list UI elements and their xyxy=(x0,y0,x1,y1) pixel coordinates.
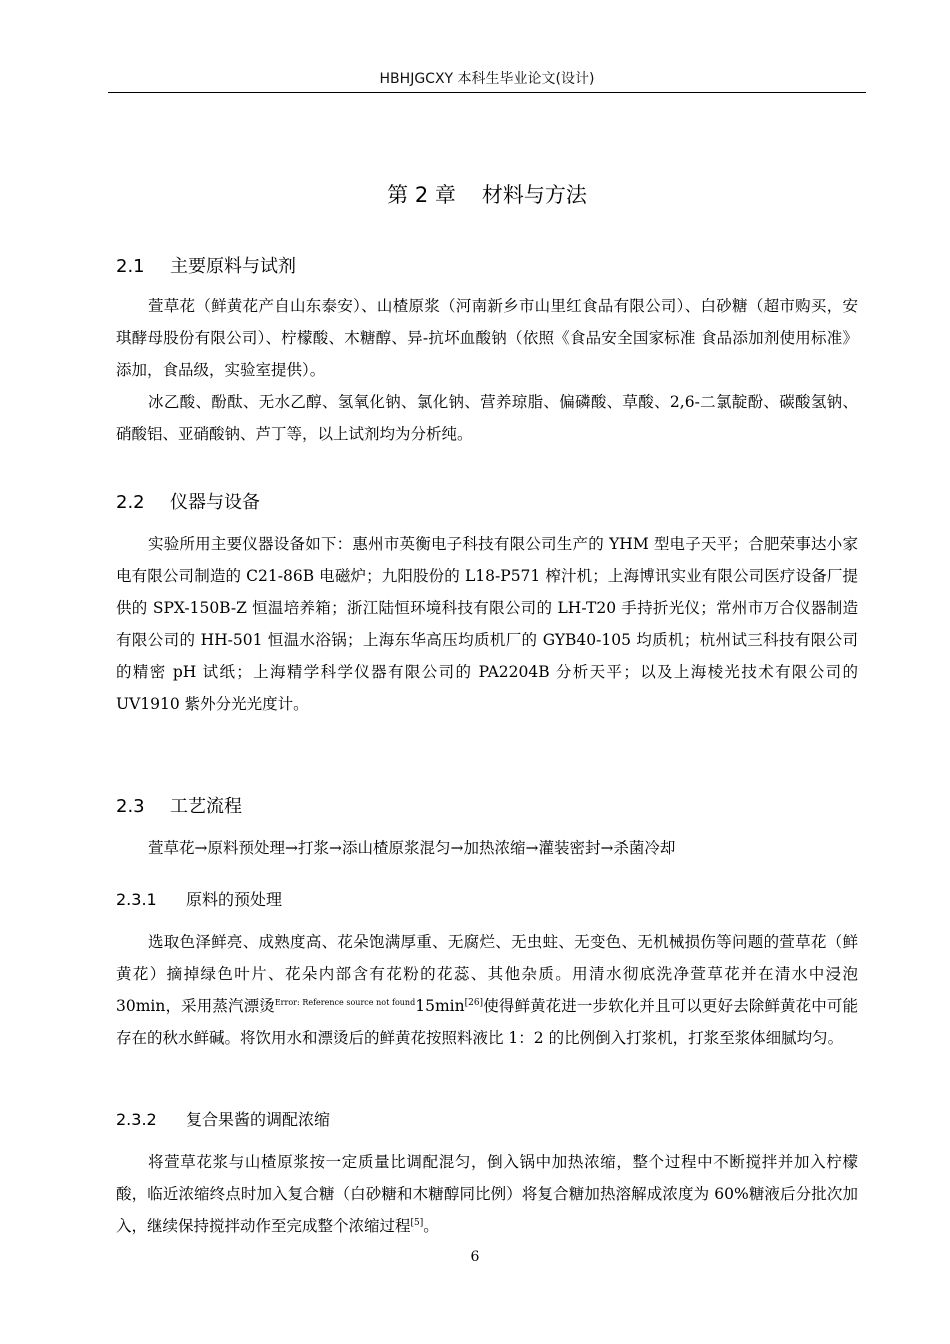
chapter-title xyxy=(108,180,866,210)
pretreatment-text-c: 使得鲜黄花进一步软化并且可以更好去除鲜黄花中可能存在的秋水鲜碱。将饮用水和漂烫后的鲜黄花按照料液比 1：2 的比例倒入打浆机，打浆至浆体细腻均匀。 xyxy=(116,997,858,1047)
section-title: 主要原料与试剂 xyxy=(170,256,296,277)
chapter-name: 材料与方法 xyxy=(481,183,587,207)
section-number: 2.3 xyxy=(116,796,145,817)
pretreatment-text-a: 选取色泽鲜亮、成熟度高、花朵饱满厚重、无腐烂、无虫蛀、无变色、无机械损伤等问题的萱草花（鲜黄花）摘掉绿色叶片、花朵内部含有花粉的花蕊、其他杂质。用清水彻底洗净萱草花并在清水中浸泡 30min，采用蒸汽漂烫 xyxy=(116,933,858,1015)
paragraph-pretreatment xyxy=(116,926,858,1054)
paragraph-blending xyxy=(116,1146,858,1242)
blending-text-a: 将萱草花浆与山楂原浆按一定质量比调配混匀，倒入锅中加热浓缩，整个过程中不断搅拌并加入柠檬酸，临近浓缩终点时加入复合糖（白砂糖和木糖醇同比例）将复合糖加热溶解成浓度为 60%糖液后分批次加入，继续保持搅拌动作至完成整个浓缩过程 xyxy=(116,1153,858,1235)
paragraph-reagents: 冰乙酸、酚酞、无水乙醇、氢氧化钠、氯化钠、营养琼脂、偏磷酸、草酸、2,6-二氯靛酚、碳酸氢钠、硝酸铝、亚硝酸钠、芦丁等，以上试剂均为分析纯。 xyxy=(116,393,858,443)
citation-26: [26] xyxy=(464,998,484,1008)
subsection-number: 2.3.1 xyxy=(116,890,157,909)
paragraph-process-flow: 萱草花→原料预处理→打浆→添山楂原浆混匀→加热浓缩→灌装密封→杀菌冷却 xyxy=(148,839,676,857)
section-number: 2.1 xyxy=(116,256,145,277)
section-heading-2-1 xyxy=(116,254,296,280)
blending-text-b: 。 xyxy=(423,1217,439,1235)
pretreatment-text-b: 15min xyxy=(415,997,465,1015)
reference-error: Error: Reference source not found xyxy=(274,998,416,1007)
subsection-heading-2-3-2 xyxy=(116,1108,330,1132)
page-number: 6 xyxy=(470,1249,480,1265)
page-header: HBHJGCXY 本科生毕业论文(设计) xyxy=(379,71,595,87)
section-title: 工艺流程 xyxy=(170,796,242,817)
section-number: 2.2 xyxy=(116,492,145,513)
paragraph-materials: 萱草花（鲜黄花产自山东泰安）、山楂原浆（河南新乡市山里红食品有限公司）、白砂糖（超市购买，安琪酵母股份有限公司）、柠檬酸、木糖醇、异-抗坏血酸钠（依照《食品安全国家标准 食品添加剂使用标准》添加，食品级，实验室提供）。 xyxy=(116,297,858,379)
section-title: 仪器与设备 xyxy=(170,492,260,513)
section-heading-2-2 xyxy=(116,490,260,516)
section-heading-2-3 xyxy=(116,794,242,820)
subsection-heading-2-3-1 xyxy=(116,888,282,912)
citation-5: [5] xyxy=(410,1218,424,1228)
subsection-number: 2.3.2 xyxy=(116,1110,157,1129)
header-rule xyxy=(108,92,866,93)
chapter-number: 第 2 章 xyxy=(387,183,456,207)
subsection-title: 复合果酱的调配浓缩 xyxy=(186,1110,331,1129)
paragraph-equipment: 实验所用主要仪器设备如下：惠州市英衡电子科技有限公司生产的 YHM 型电子天平；合肥荣事达小家电有限公司制造的 C21-86B 电磁炉；九阳股份的 L18-P571 榨汁机；上海博讯实业有限公司医疗设备厂提供的 SPX-150B-Z 恒温培养箱；浙江陆恒环境科技有限公司的 LH-T20 手持折光仪；常州市万合仪器制造有限公司的 HH-501 恒温水浴锅；上海东华高压均质机厂的 GYB40-105 均质机；杭州试三科技有限公司的精密 pH 试纸；上海精学科学仪器有限公司的 PA2204B 分析天平；以及上海棱光技术有限公司的 UV1910 紫外分光光度计。 xyxy=(116,535,858,713)
subsection-title: 原料的预处理 xyxy=(186,890,283,909)
